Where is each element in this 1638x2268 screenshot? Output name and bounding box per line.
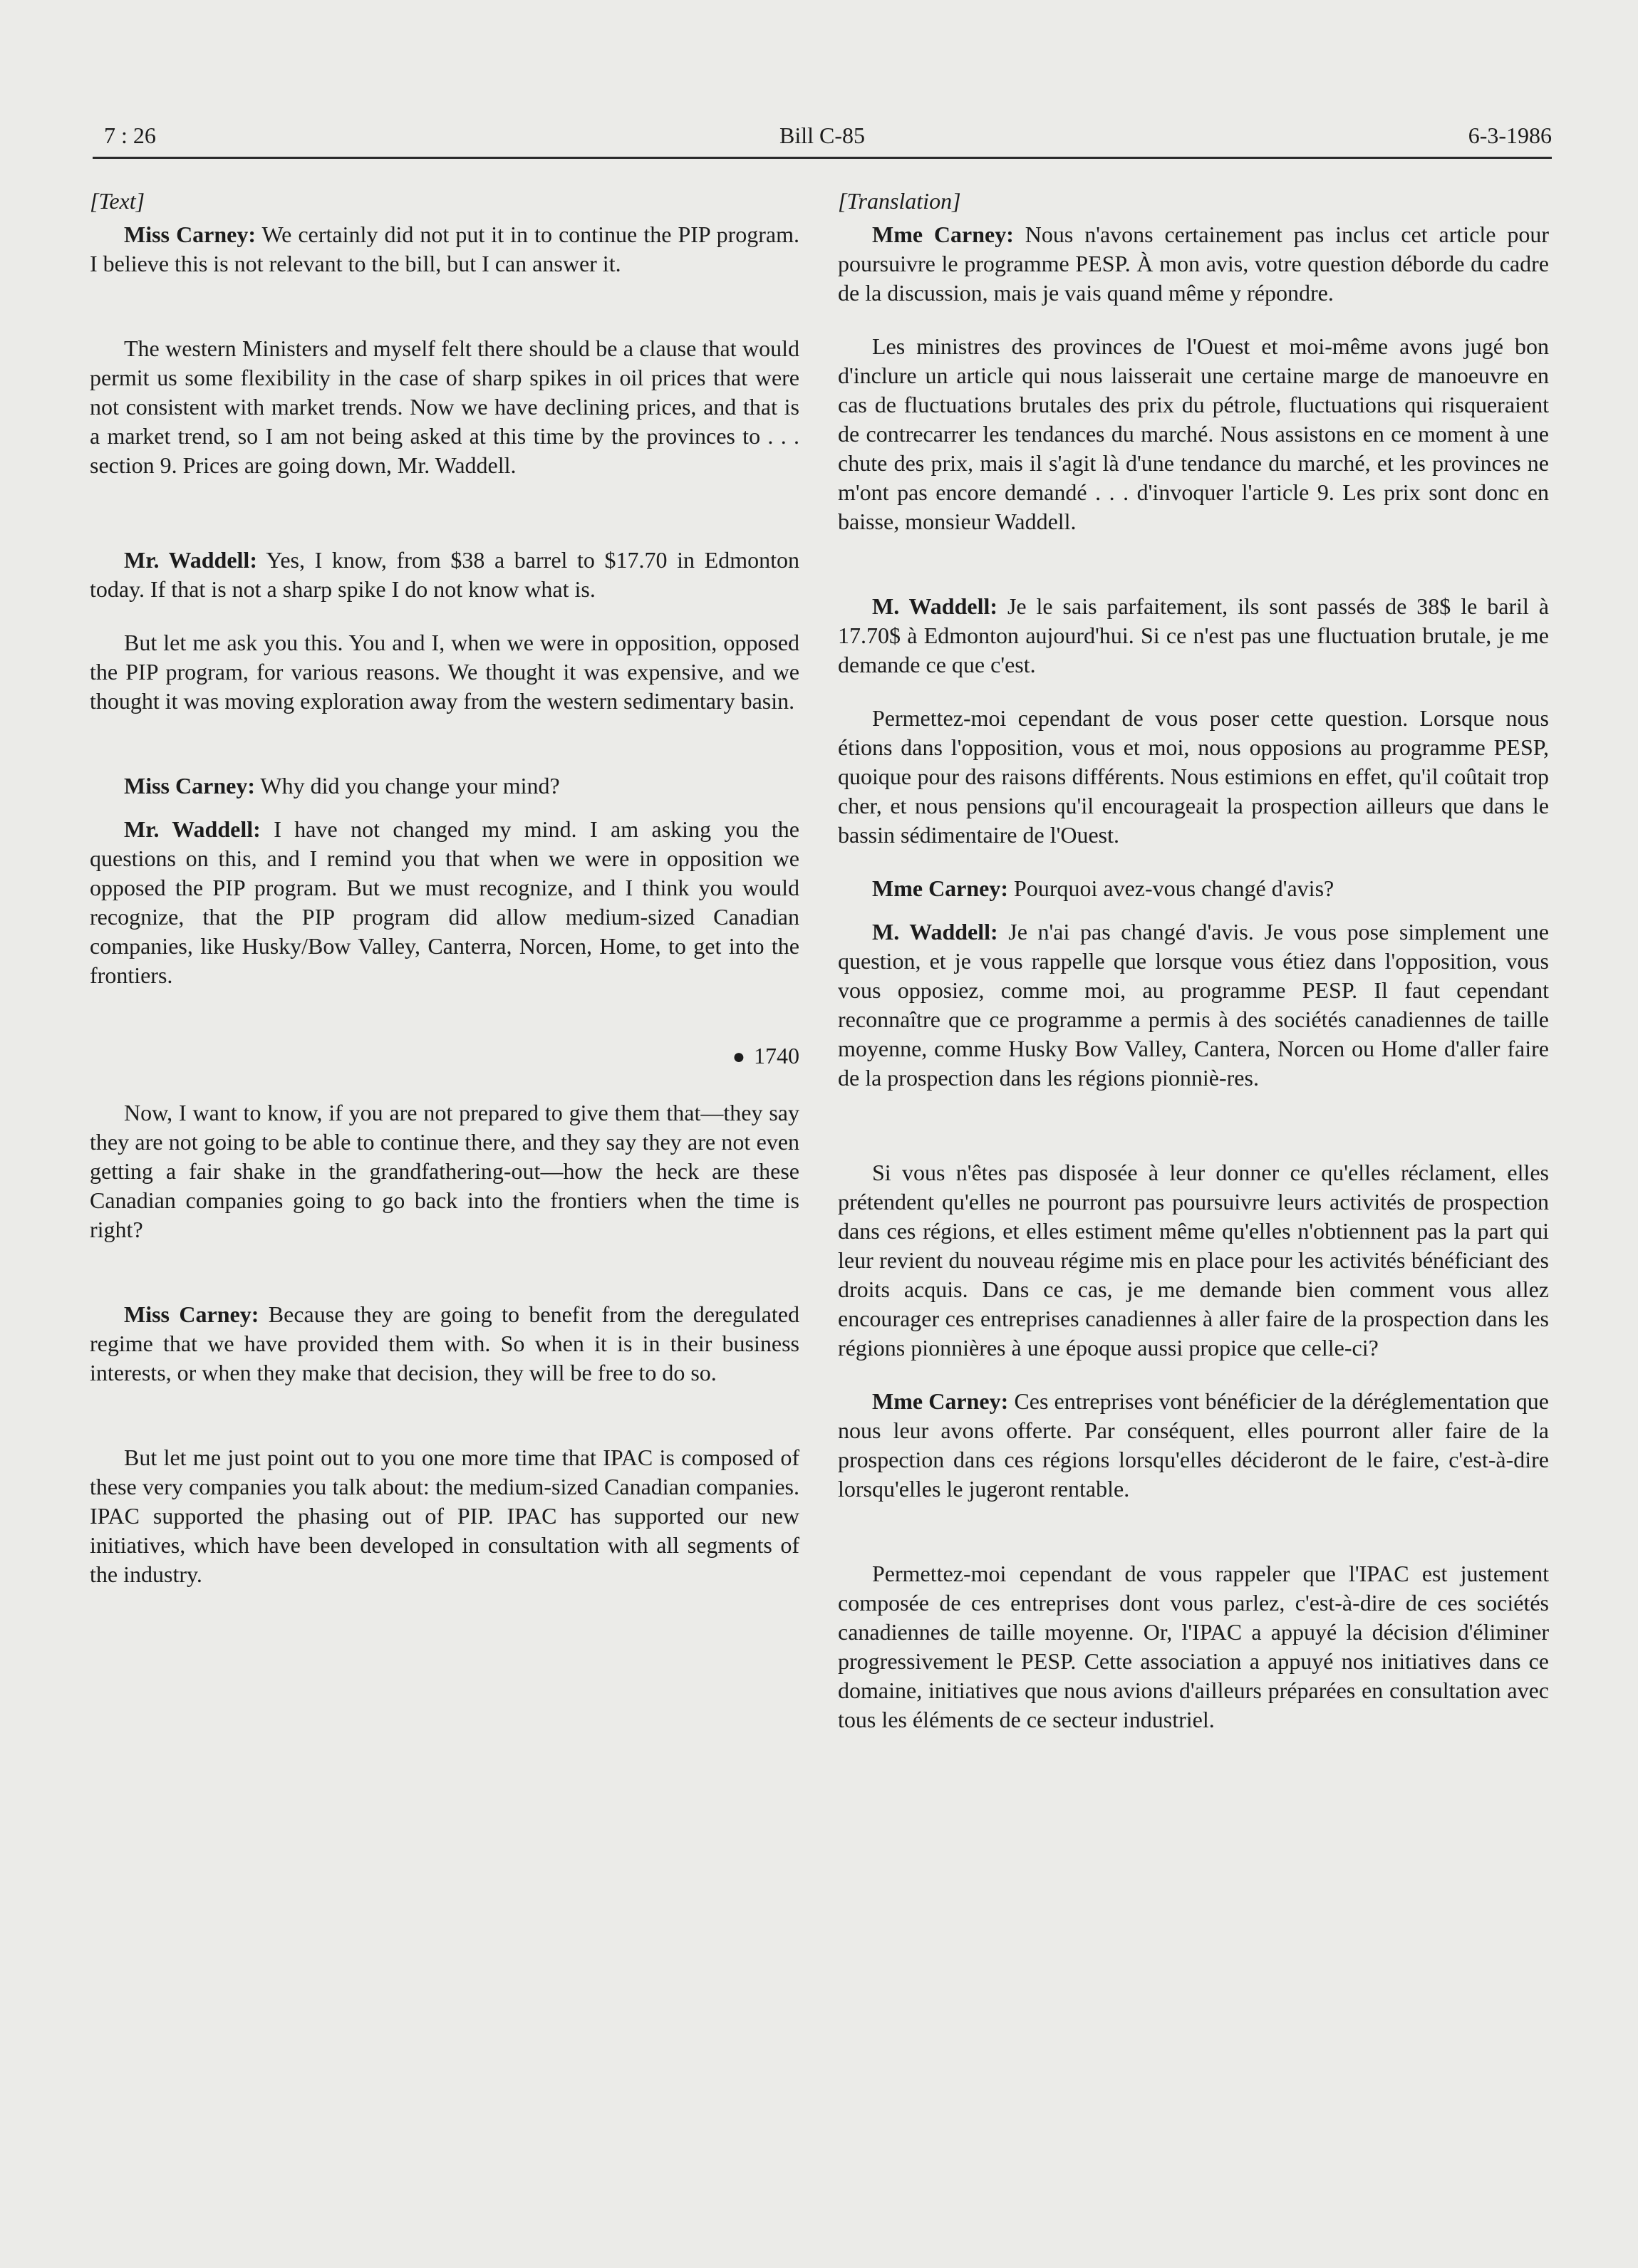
page-date: 6-3-1986 xyxy=(1468,123,1552,148)
speaker-name: Miss Carney: xyxy=(124,1301,259,1327)
paragraph xyxy=(838,1387,1549,1504)
paragraph-text: Je le sais parfaitement, ils sont passés de 38$ le baril à 17.70$ à Edmonton aujourd'hui. Si ce n'est pas une fluctuation brutale, je me demande ce que c'est. xyxy=(838,593,1549,677)
paragraph xyxy=(90,815,799,990)
paragraph xyxy=(838,332,1549,536)
speaker-name: Mme Carney: xyxy=(872,875,1009,901)
page-header xyxy=(93,120,1552,159)
paragraph xyxy=(838,704,1549,850)
paragraph xyxy=(90,628,799,716)
paragraph-text: Les ministres des provinces de l'Ouest et moi-même avons jugé bon d'inclure un article qui nous laisserait une certaine marge de manoeuvre en cas de fluctuations brutales des prix du pétrole, fluctuations qui risqueraient de contrecarrer les tendances du marché. Nous assistons en ce moment à une chute des prix, mais il s'agit là d'une tendance du marché, et les provinces ne m'ont pas encore demandé . . . d'invoquer l'article 9. Les prix sont donc en baisse, monsieur Waddell. xyxy=(838,333,1549,534)
paragraph xyxy=(838,1158,1549,1363)
paragraph-text: Yes, I know, from $38 a barrel to $17.70 in Edmonton today. If that is not a sharp spike I do not know what is. xyxy=(90,547,800,602)
speaker-name: Mme Carney: xyxy=(872,222,1014,247)
paragraph xyxy=(90,220,799,279)
speaker-name: Miss Carney: xyxy=(124,222,256,247)
paragraph-text: Permettez-moi cependant de vous poser cette question. Lorsque nous étions dans l'opposition, vous et moi, nous opposions au programme PESP, quoique pour des raisons différents. Nous estimions en effet, qu'il coûtait trop cher, et nous pensions qu'il encourageait la prospection ailleurs que dans le bassin sédimentaire de l'Ouest. xyxy=(838,705,1549,848)
speaker-name: Miss Carney: xyxy=(124,773,255,799)
column-label: [Translation] xyxy=(838,188,961,214)
paragraph-text: Permettez-moi cependant de vous rappeler que l'IPAC est justement composée de ces entreprises dont vous parlez, c'est-à-dire de ces sociétés canadiennes de taille moyenne. Or, l'IPAC a appuyé la décision d'éliminer progressivement le PESP. Cette association a appuyé nos initiatives dans ce domaine, initiatives que nous avions d'ailleurs préparées en consultation avec tous les éléments de ce secteur industriel. xyxy=(838,1561,1549,1732)
paragraph-text: The western Ministers and myself felt there should be a clause that would permit us some flexibility in the case of sharp spikes in oil prices that were not consistent with market trends. Now we have declining prices, and that is a market trend, so I am not being asked at this time by the provinces to . . . section 9. Prices are going down, Mr. Waddell. xyxy=(90,335,799,478)
paragraph xyxy=(838,592,1549,680)
paragraph xyxy=(838,220,1549,308)
bill-title: Bill C-85 xyxy=(779,123,865,148)
paragraph-text: Why did you change your mind? xyxy=(254,773,560,799)
paragraph xyxy=(90,546,799,604)
column-label: [Text] xyxy=(90,188,145,214)
speaker-name: M. Waddell: xyxy=(872,593,998,619)
paragraph xyxy=(838,874,1549,903)
paragraph xyxy=(90,334,799,480)
speaker-name: Mr. Waddell: xyxy=(124,816,261,842)
page-number: 7 : 26 xyxy=(104,123,156,148)
paragraph-text: Pourquoi avez-vous changé d'avis? xyxy=(1008,875,1334,901)
bullet-icon: ● xyxy=(732,1045,745,1068)
paragraph xyxy=(838,917,1549,1093)
english-column xyxy=(90,187,799,1613)
time-marker-text: 1740 xyxy=(754,1043,799,1068)
french-column xyxy=(838,187,1549,1759)
paragraph xyxy=(90,1300,799,1388)
paragraph xyxy=(838,1559,1549,1734)
paragraph xyxy=(90,1098,799,1244)
paragraph-text: Nous n'avons certainement pas inclus cet article pour poursuivre le programme PESP. À mon avis, votre question déborde du cadre de la discussion, mais je vais quand même y répondre. xyxy=(838,222,1550,306)
paragraph-text: Si vous n'êtes pas disposée à leur donner ce qu'elles réclament, elles prétendent qu'elles ne pourront pas poursuivre leurs activités de prospection dans ces régions, et elles estiment même qu'elles n'obtiennent pas la part qui leur revient du nouveau régime mis en place pour les activités bénéficiant des droits acquis. Dans ce cas, je me demande bien comment vous allez encourager ces entreprises canadiennes à aller faire de la prospection dans les régions pionnières à une époque aussi propice que celle-ci? xyxy=(838,1160,1549,1361)
paragraph-text: But let me ask you this. You and I, when we were in opposition, opposed the PIP program, for various reasons. We thought it was expensive, and we thought it was moving exploration away from the western sedimentary basin. xyxy=(90,630,799,714)
speaker-name: M. Waddell: xyxy=(872,919,998,945)
paragraph-text: Now, I want to know, if you are not prepared to give them that—they say they are not going to be able to continue there, and they say they are not even getting a fair shake in the grandfathering-out—how the heck are these Canadian companies going to go back into the frontiers when the time is right? xyxy=(90,1100,799,1242)
paragraph-text: I have not changed my mind. I am asking you the questions on this, and I remind you that when we were in opposition we opposed the PIP program. But we must recognize, and I think you would recognize, that the PIP program did allow medium-sized Canadian companies, like Husky/Bow Valley, Canterra, Norcen, Home, to get into the frontiers. xyxy=(90,816,800,988)
paragraph xyxy=(90,1443,799,1589)
paragraph-text: Je n'ai pas changé d'avis. Je vous pose simplement une question, et je vous rappelle que lorsque vous étiez dans l'opposition, vous vous opposiez, comme moi, au programme PESP. Il faut cependant reconnaître que ce programme a permis à des sociétés canadiennes de taille moyenne, comme Husky Bow Valley, Cantera, Norcen ou Home d'aller faire de la prospection dans les régions pionniè-res. xyxy=(838,919,1549,1091)
time-marker xyxy=(90,1041,799,1071)
speaker-name: Mr. Waddell: xyxy=(124,547,257,573)
paragraph-text: But let me just point out to you one more time that IPAC is composed of these very companies you talk about: the medium-sized Canadian companies. IPAC supported the phasing out of PIP. IPAC has supported our new initiatives, which have been developed in consultation with all segments of the industry. xyxy=(90,1445,799,1587)
paragraph-text: We certainly did not put it in to continue the PIP program. I believe this is not relevant to the bill, but I can answer it. xyxy=(90,222,800,276)
paragraph-text: Ces entreprises vont bénéficier de la déréglementation que nous leur avons offerte. Par conséquent, elles pourront aller faire de la prospection dans ces régions lorsqu'elles décideront de le faire, c'est-à-dire lorsqu'elles le jugeront rentable. xyxy=(838,1388,1550,1502)
paragraph xyxy=(90,771,799,801)
speaker-name: Mme Carney: xyxy=(872,1388,1009,1414)
paragraph-text: Because they are going to benefit from the deregulated regime that we have provided them with. So when it is in their business interests, or when they make that decision, they will be free to do so. xyxy=(90,1301,800,1385)
